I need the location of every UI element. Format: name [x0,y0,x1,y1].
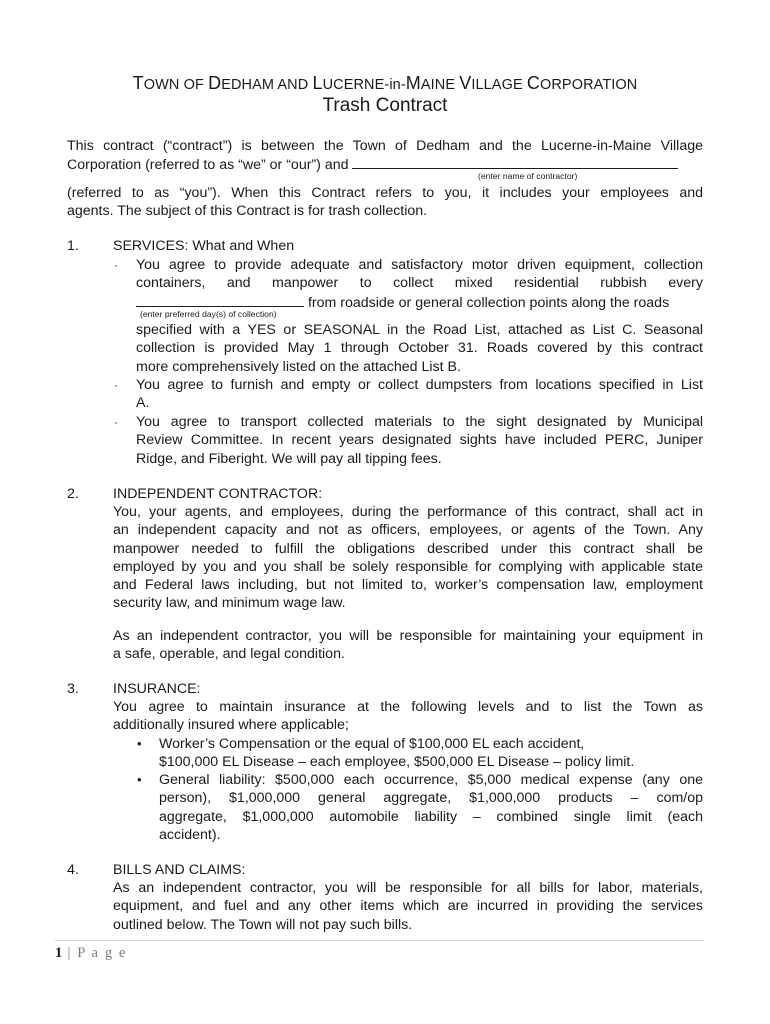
page-label: P a g e [77,945,127,961]
section-3-paragraph [113,698,703,735]
intro-line-1: This contract (“contract”) is between the Town of Dedham and the Lucerne-in-Maine Village [67,138,703,154]
intro-paragraph-cont [67,184,703,221]
s2-p1-line-4: employed by you and you shall be solely responsible for complying with applicable state [113,558,703,575]
section-2-number: 2. [67,486,79,502]
s1-i1-line-3: from roadside or general collection points along the roads [136,293,703,312]
s3-i2-line-2: person), $1,000,000 general aggregate, $1,000,000 products – com/op [159,790,703,807]
section-1-item-1 [136,256,703,312]
section-3-number: 3. [67,681,79,697]
section-3-item-1 [159,735,703,772]
s3-i2-line-1: General liability: $500,000 each occurrence, $5,000 medical expense (any one [159,772,703,788]
s2-p2-line-2: a safe, operable, and legal condition. [113,646,345,663]
s2-p1-line-3: manpower needed to fulfill the obligations described under this contract shall be [113,540,703,557]
section-3-item-2-bullet: • [137,772,142,787]
footer-separator: | [62,945,78,961]
section-2-heading: INDEPENDENT CONTRACTOR: [113,486,323,502]
section-4-heading: BILLS AND CLAIMS: [113,862,246,878]
section-1-item-1-marker: · [114,258,118,272]
section-3-item-2 [159,771,703,844]
collection-day-hint: (enter preferred day(s) of collection) [140,309,277,319]
collection-day-field[interactable] [136,293,304,307]
page-number: 1 [55,945,63,961]
s2-p1-line-2: an independent capacity and not as officers, employees, or agents of the Town. Any [113,522,703,539]
section-1-item-2 [136,376,703,413]
s4-p1-line-2: equipment, and fuel and any other items which are incurred in providing the services [113,898,703,915]
s1-i1-line-4: specified with a YES or SEASONAL in the Road List, attached as List C. Seasonal [136,322,703,338]
section-1-number: 1. [67,238,79,254]
section-1-item-3-marker: · [114,415,118,429]
document-title: TOWN OF DEDHAM AND LUCERNE-in-MAINE VILLAGE CORPORATION [132,73,638,93]
section-1-item-3 [136,413,703,468]
s1-i1-line-1: You agree to provide adequate and satisfactory motor driven equipment, collection [136,257,703,273]
s3-i1-line-2: $100,000 EL Disease – each employee, $500,000 EL Disease – policy limit. [159,754,635,771]
s3-i2-line-4: accident). [159,826,221,843]
section-2-paragraph-1 [113,503,703,613]
contractor-name-field[interactable] [352,155,678,169]
intro-line-3: (referred to as “you”). When this Contract refers to you, it includes your employees and [67,185,703,201]
section-1-item-1-cont [136,321,703,376]
s1-i1-line-5: collection is provided May 1 through October 31. Roads covered by this contract [136,340,703,357]
s1-i1-line-6: more comprehensively listed on the attached List B. [136,358,461,375]
s4-p1-line-3: outlined below. The Town will not pay such bills. [113,916,413,933]
s1-i2-line-2: A. [136,395,150,412]
s3-p1-line-2: additionally insured where applicable; [113,717,349,734]
section-2-paragraph-2 [113,627,703,664]
section-4-paragraph [113,879,703,934]
intro-line-4: agents. The subject of this Contract is for trash collection. [67,203,428,220]
page-footer [55,944,127,962]
s4-p1-line-1: As an independent contractor, you will be responsible for all bills for labor, materials, [113,880,703,896]
s1-i3-line-2: Review Committee. In recent years designated sights have included PERC, Juniper [136,432,703,449]
footer-divider [55,940,704,941]
s1-i1-line-2: containers, and manpower to collect mixed residential rubbish every [136,275,703,292]
section-4-number: 4. [67,862,79,878]
s3-i2-line-3: aggregate, $1,000,000 automobile liability – combined single limit (each [159,808,703,825]
intro-paragraph [67,137,703,175]
s3-i1-line-1: Worker’s Compensation or the equal of $100,000 EL each accident, [159,736,585,752]
document-subtitle: Trash Contract [322,95,448,116]
section-3-heading: INSURANCE: [113,681,201,697]
s3-p1-line-1: You agree to maintain insurance at the following levels and to list the Town as [113,699,703,715]
s1-i3-line-1: You agree to transport collected materials to the sight designated by Municipal [136,414,703,430]
s2-p2-line-1: As an independent contractor, you will be responsible for maintaining your equipment in [113,628,703,644]
s1-i2-line-1: You agree to furnish and empty or collect dumpsters from locations specified in List [136,377,703,393]
s2-p1-line-5: and Federal laws including, but not limited to, worker’s compensation law, employment [113,577,703,594]
section-1-item-2-marker: · [114,378,118,392]
section-1-heading: SERVICES: What and When [113,238,295,254]
intro-line-2: Corporation (referred to as “we” or “our”) and [67,155,703,174]
s2-p1-line-6: security law, and minimum wage law. [113,595,346,612]
section-3-item-1-bullet: • [137,736,142,751]
contractor-name-hint: (enter name of contractor) [478,171,578,181]
s2-p1-line-1: You, your agents, and employees, during the performance of this contract, shall act in [113,504,703,520]
s1-i3-line-3: Ridge, and Fiberight. We will pay all tipping fees. [136,450,442,467]
